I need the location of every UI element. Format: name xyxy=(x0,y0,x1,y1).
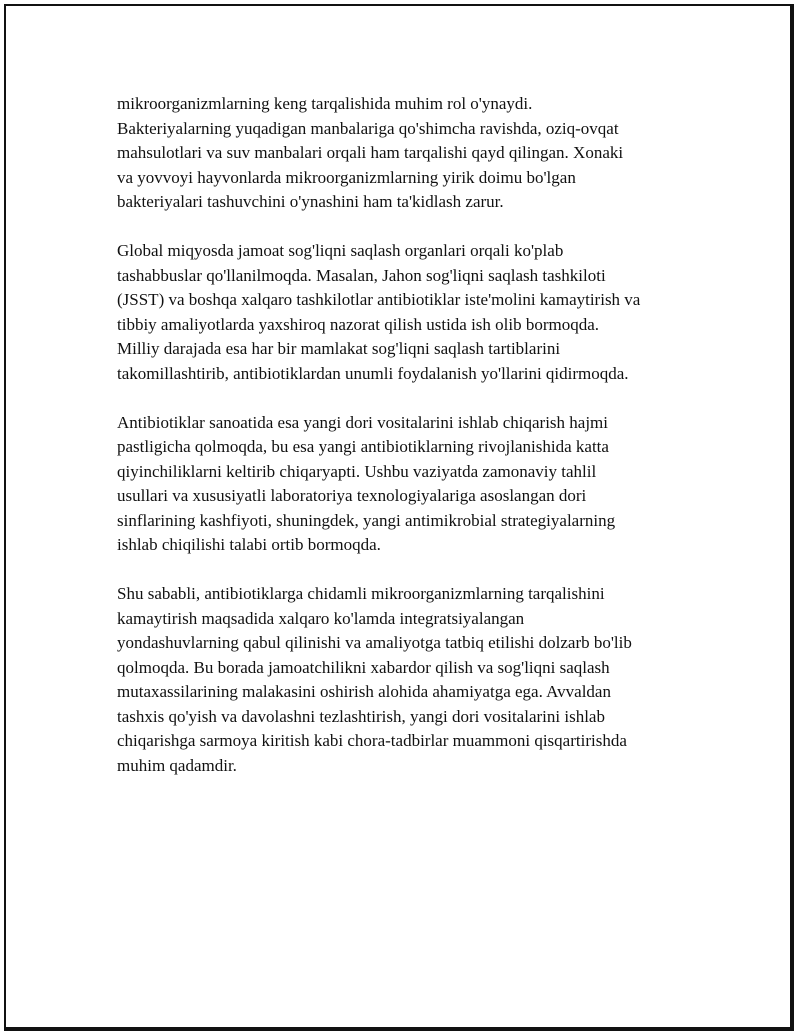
paragraph-1 xyxy=(117,92,707,215)
text-line: takomillashtirib, antibiotiklardan unumli foydalanish yo'llarini qidirmoqda. xyxy=(117,363,629,383)
paragraph-2 xyxy=(117,239,707,386)
text-line: pastligicha qolmoqda, bu esa yangi antibiotiklarning rivojlanishida katta xyxy=(117,437,609,456)
text-line: yondashuvlarning qabul qilinishi va amaliyotga tatbiq etilishi dolzarb bo'lib xyxy=(117,633,632,652)
text-line: muhim qadamdir. xyxy=(117,755,237,775)
text-line: ishlab chiqilishi talabi ortib bormoqda. xyxy=(117,535,381,554)
text-line: Milliy darajada esa har bir mamlakat sog'liqni saqlash tartiblarini xyxy=(117,339,561,358)
document-body xyxy=(117,92,707,803)
text-line: Antibiotiklar sanoatida esa yangi dori vositalarini ishlab chiqarish hajmi xyxy=(117,412,608,432)
text-line: usullari va xususiyatli laboratoriya texnologiyalariga asoslangan dori xyxy=(117,486,587,505)
text-line: tibbiy amaliyotlarda yaxshiroq nazorat qilish ustida ish olib bormoqda. xyxy=(117,314,600,334)
text-line: qiyinchiliklarni keltirib chiqaryapti. Ushbu vaziyatda zamonaviy tahlil xyxy=(117,461,597,481)
text-line: mutaxassilarining malakasini oshirish alohida ahamiyatga ega. Avvaldan xyxy=(117,682,611,701)
text-line: tashabbuslar qo'llanilmoqda. Masalan, Jahon sog'liqni saqlash tashkiloti xyxy=(117,265,606,285)
text-line: tashxis qo'yish va davolashni tezlashtirish, yangi dori vositalarini ishlab xyxy=(117,706,605,726)
text-line: mikroorganizmlarning keng tarqalishida muhim rol o'ynaydi. xyxy=(117,94,533,113)
text-line: va yovvoyi hayvonlarda mikroorganizmlarning yirik doimu bo'lgan xyxy=(117,167,576,187)
text-line: sinflarining kashfiyoti, shuningdek, yangi antimikrobial strategiyalarning xyxy=(117,510,616,530)
text-line: chiqarishga sarmoya kiritish kabi chora-tadbirlar muammoni qisqartirishda xyxy=(117,731,627,750)
text-line: Global miqyosda jamoat sog'liqni saqlash organlari orqali ko'plab xyxy=(117,241,564,260)
text-line: Shu sababli, antibiotiklarga chidamli mikroorganizmlarning tarqalishini xyxy=(117,584,605,603)
text-line: Bakteriyalarning yuqadigan manbalariga qo'shimcha ravishda, oziq-ovqat xyxy=(117,118,619,138)
paragraph-3 xyxy=(117,411,707,558)
paragraph-4 xyxy=(117,582,707,778)
text-line: bakteriyalari tashuvchini o'ynashini ham ta'kidlash zarur. xyxy=(117,192,504,211)
text-line: (JSST) va boshqa xalqaro tashkilotlar antibiotiklar iste'molini kamaytirish va xyxy=(117,290,641,309)
text-line: qolmoqda. Bu borada jamoatchilikni xabardor qilish va sog'liqni saqlash xyxy=(117,657,610,677)
text-line: kamaytirish maqsadida xalqaro ko'lamda integratsiyalangan xyxy=(117,608,525,628)
text-line: mahsulotlari va suv manbalari orqali ham tarqalishi qayd qilingan. Xonaki xyxy=(117,143,624,162)
